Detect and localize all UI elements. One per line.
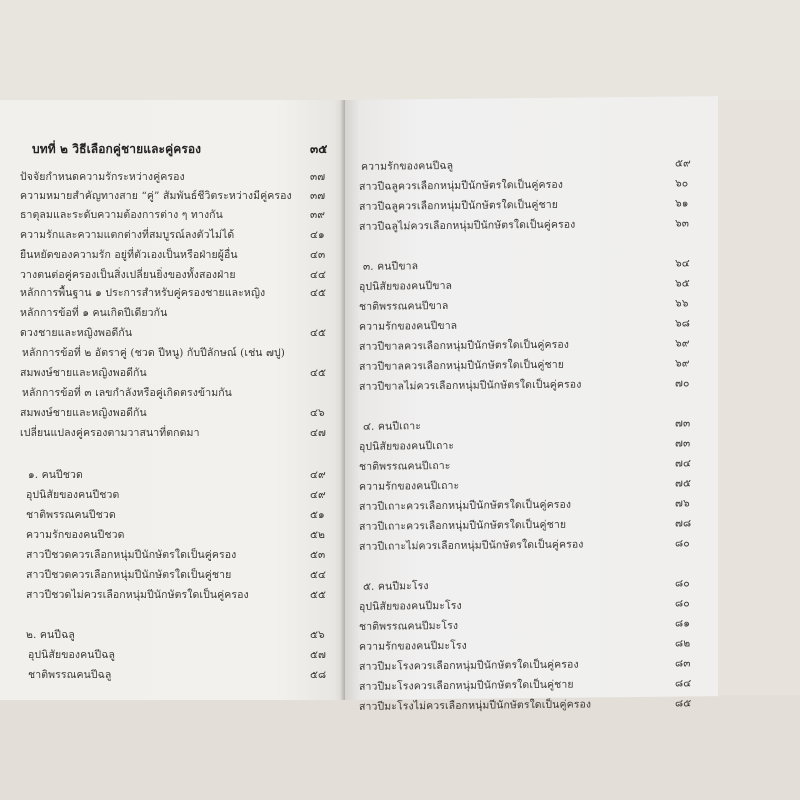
toc-entry-page-number: ๕๗ — [310, 649, 327, 661]
toc-entry-page-number: ๔๕ — [310, 367, 327, 379]
toc-entry-page-number: ๔๕ — [310, 287, 327, 299]
toc-entry-title: ชาติพรรณคนปีชวด — [26, 509, 116, 521]
toc-entry-page-number: ๕๔ — [310, 569, 327, 581]
toc-entry — [345, 356, 718, 373]
toc-entry-title: ๓. คนปีขาล — [363, 260, 419, 273]
toc-entry — [345, 376, 718, 393]
toc-entry-page-number: ๗๐ — [675, 377, 690, 390]
toc-entry-page-number: ๗๔ — [675, 457, 692, 470]
toc-entry — [345, 256, 718, 273]
toc-entry — [345, 316, 718, 333]
toc-entry-page-number: ๕๖ — [310, 629, 325, 641]
toc-entry — [345, 576, 718, 593]
toc-entry — [345, 216, 718, 233]
toc-entry — [345, 336, 718, 353]
toc-entry — [345, 276, 718, 293]
toc-entry-title: ความรักของคนปีฉลู — [361, 159, 454, 173]
toc-entry-page-number: ๗๖ — [675, 497, 690, 510]
toc-entry-title: สาวปีขาลควรเลือกหนุ่มปีนักษัตรใดเป็นคู่ชาย — [359, 358, 564, 373]
toc-entry-page-number: ๖๑ — [675, 197, 689, 210]
toc-entry-page-number: ๕๒ — [310, 529, 326, 541]
toc-entry-page-number: ๕๑ — [310, 509, 325, 521]
toc-entry-title: สาวปีฉลูไม่ควรเลือกหนุ่มปีนักษัตรใดเป็นคู่ครอง — [359, 218, 576, 233]
toc-entry — [345, 436, 718, 453]
toc-entry-page-number: ๔๑ — [310, 229, 325, 241]
chapter-title: บทที่ ๒ วิธีเลือกคู่ชายและคู่ครอง — [32, 142, 202, 156]
toc-entry-page-number: ๘๐ — [675, 537, 690, 550]
toc-entry — [345, 456, 718, 473]
toc-entry-page-number: ๗๕ — [675, 477, 692, 490]
toc-entry-page-number: ๖๖ — [675, 297, 689, 310]
toc-entry-page-number: ๖๙ — [675, 337, 690, 350]
toc-entry — [345, 416, 718, 433]
toc-entry-page-number: ๔๓ — [310, 249, 326, 261]
toc-entry-page-number: ๖๐ — [675, 177, 689, 190]
toc-entry-page-number: ๘๐ — [675, 597, 690, 610]
toc-entry-title: ความรักและความแตกต่างที่สมบูรณ์ลงตัวไม่ได้ — [20, 229, 235, 241]
toc-entry-title: หลักการข้อที่ ๒ อัตราคู่ (ชวด ปีหนู) กับปีลักษณ์ (เช่น ๗ปู) — [22, 347, 285, 359]
toc-entry-page-number: ๖๓ — [675, 217, 690, 230]
toc-entry — [345, 536, 718, 553]
background-top — [0, 0, 800, 100]
toc-entry-title: สมพงษ์ชายและหญิงพอดีกัน — [20, 367, 147, 379]
toc-entry — [345, 656, 718, 673]
toc-entry-title: สาวปีเถาะควรเลือกหนุ่มปีนักษัตรใดเป็นคู่ครอง — [359, 498, 572, 513]
toc-entry-title: สาวปีเถาะควรเลือกหนุ่มปีนักษัตรใดเป็นคู่ชาย — [359, 518, 567, 533]
toc-entry — [345, 516, 718, 533]
toc-entry-title: ๑. คนปีชวด — [28, 469, 83, 481]
toc-entry — [345, 676, 718, 693]
toc-entry-page-number: ๖๙ — [675, 357, 690, 370]
toc-entry-title: สาวปีมะโรงไม่ควรเลือกหนุ่มปีนักษัตรใดเป็นคู่ครอง — [359, 698, 592, 713]
toc-entry — [345, 596, 718, 613]
toc-entry-page-number: ๕๕ — [310, 589, 327, 601]
toc-entry-title: หลักการข้อที่ ๑ คนเกิดปีเดียวกัน — [20, 307, 168, 319]
toc-entry-page-number: ๔๖ — [310, 407, 325, 419]
toc-entry-title: ๒. คนปีฉลู — [26, 629, 75, 641]
toc-entry-title: ๔. คนปีเถาะ — [363, 420, 421, 433]
toc-entry — [345, 636, 718, 653]
toc-entry-title: ชาติพรรณคนปีเถาะ — [359, 459, 451, 473]
toc-entry-title: สาวปีมะโรงควรเลือกหนุ่มปีนักษัตรใดเป็นคู่ครอง — [359, 658, 579, 673]
toc-entry-page-number: ๘๐ — [675, 577, 690, 590]
toc-entry-title: เปลี่ยนแปลงคู่ครองตามวาสนาที่ตกดมา — [20, 427, 200, 439]
toc-entry-title: สาวปีชวดไม่ควรเลือกหนุ่มปีนักษัตรใดเป็นคู่ครอง — [26, 589, 249, 601]
toc-entry-title: หลักการพื้นฐาน ๑ ประการสำหรับคู่ครองชายและหญิง — [20, 287, 266, 299]
toc-entry-page-number: ๗๓ — [675, 437, 691, 450]
toc-entry-page-number: ๓๗ — [310, 190, 326, 202]
toc-entry-title: สมพงษ์ชายและหญิงพอดีกัน — [20, 407, 147, 419]
right-page — [345, 96, 718, 713]
toc-entry-title: สาวปีฉลูควรเลือกหนุ่มปีนักษัตรใดเป็นคู่ชาย — [359, 198, 558, 213]
toc-entry-title: สาวปีเถาะไม่ควรเลือกหนุ่มปีนักษัตรใดเป็นคู่ครอง — [359, 538, 584, 553]
toc-entry-page-number: ๗๓ — [675, 417, 691, 430]
toc-entry-title: อุปนิสัยของคนปีฉลู — [28, 649, 116, 661]
toc-entry-page-number: ๕๙ — [675, 157, 691, 170]
toc-entry — [345, 156, 718, 173]
toc-entry-title: วางตนต่อคู่ครองเป็นสิ่งเปลี่ยนยิ่งของทั้งสองฝ่าย — [20, 269, 236, 281]
toc-entry-page-number: ๖๘ — [675, 317, 690, 330]
toc-entry-page-number: ๖๕ — [675, 277, 690, 290]
toc-entry-page-number: ๔๙ — [310, 469, 326, 481]
toc-entry-title: ความหมายสำคัญทางสาย “คู่” สัมพันธ์ชีวิตระหว่างมีคู่ครอง — [20, 190, 292, 202]
toc-entry-page-number: ๔๔ — [310, 269, 327, 281]
toc-entry-page-number: ๓๙ — [310, 209, 326, 221]
toc-entry-title: สาวปีมะโรงควรเลือกหนุ่มปีนักษัตรใดเป็นคู่ชาย — [359, 678, 574, 693]
toc-entry-title: ความรักของคนปีมะโรง — [359, 639, 467, 653]
toc-entry-page-number: ๕๘ — [310, 669, 327, 681]
toc-entry-title: สาวปีฉลูควรเลือกหนุ่มปีนักษัตรใดเป็นคู่ครอง — [359, 178, 563, 193]
toc-entry — [345, 476, 718, 493]
toc-entry-page-number: ๘๑ — [675, 617, 690, 630]
toc-entry-title: อุปนิสัยของคนปีเถาะ — [359, 439, 455, 453]
toc-entry-title: ดวงชายและหญิงพอดีกัน — [20, 327, 133, 339]
chapter-page-number: ๓๕ — [310, 142, 328, 156]
toc-entry-title: ความรักของคนปีเถาะ — [359, 479, 460, 493]
left-page — [0, 100, 345, 700]
toc-entry — [345, 176, 718, 193]
toc-entry-title: ความรักของคนปีขาล — [359, 319, 458, 333]
toc-entry — [345, 616, 718, 633]
toc-entry-title: ชาติพรรณคนปีขาล — [359, 299, 449, 313]
toc-entry-title: อุปนิสัยของคนปีขาล — [359, 279, 453, 293]
toc-entry-page-number: ๕๓ — [310, 549, 326, 561]
toc-entry-page-number: ๖๔ — [675, 257, 690, 270]
toc-entry-page-number: ๘๒ — [675, 637, 691, 650]
toc-entry — [345, 296, 718, 313]
toc-entry-title: สาวปีชวดควรเลือกหนุ่มปีนักษัตรใดเป็นคู่ครอง — [26, 549, 237, 561]
toc-entry-page-number: ๔๕ — [310, 327, 327, 339]
toc-entry-page-number: ๘๔ — [675, 677, 692, 690]
toc-entry-title: ชาติพรรณคนปีฉลู — [28, 669, 112, 681]
toc-entry — [345, 196, 718, 213]
toc-entry-page-number: ๗๘ — [675, 517, 692, 530]
toc-entry-page-number: ๓๗ — [310, 171, 326, 183]
toc-entry-title: ยืนหยัดของความรัก อยู่ที่ตัวเองเป็นหรือฝ่ายผู้อื่น — [20, 249, 238, 261]
toc-entry-title: อุปนิสัยของคนปีชวด — [26, 489, 120, 501]
toc-entry-page-number: ๘๕ — [675, 697, 692, 710]
toc-entry-title: ปัจจัยกำหนดความรักระหว่างคู่ครอง — [20, 171, 185, 183]
toc-entry — [345, 496, 718, 513]
toc-entry-title: สาวปีขาลควรเลือกหนุ่มปีนักษัตรใดเป็นคู่ครอง — [359, 338, 570, 353]
toc-entry-title: สาวปีชวดควรเลือกหนุ่มปีนักษัตรใดเป็นคู่ชาย — [26, 569, 232, 581]
toc-entry-page-number: ๔๗ — [310, 427, 327, 439]
toc-entry-title: ชาติพรรณคนปีมะโรง — [359, 619, 459, 633]
toc-entry-title: ความรักของคนปีชวด — [26, 529, 125, 541]
toc-entry-title: ธาตุลมและระดับความต้องการต่าง ๆ ทางกัน — [20, 209, 223, 221]
toc-entry-title: ๕. คนปีมะโรง — [363, 580, 429, 593]
toc-entry-title: สาวปีขาลไม่ควรเลือกหนุ่มปีนักษัตรใดเป็นคู่ครอง — [359, 378, 582, 393]
toc-entry-title: อุปนิสัยของคนปีมะโรง — [359, 599, 462, 613]
toc-entry-page-number: ๘๓ — [675, 657, 691, 670]
toc-entry-page-number: ๔๙ — [310, 489, 326, 501]
toc-entry-title: หลักการข้อที่ ๓ เลขกำลังหรือคู่เกิดตรงข้ามกัน — [22, 387, 232, 399]
